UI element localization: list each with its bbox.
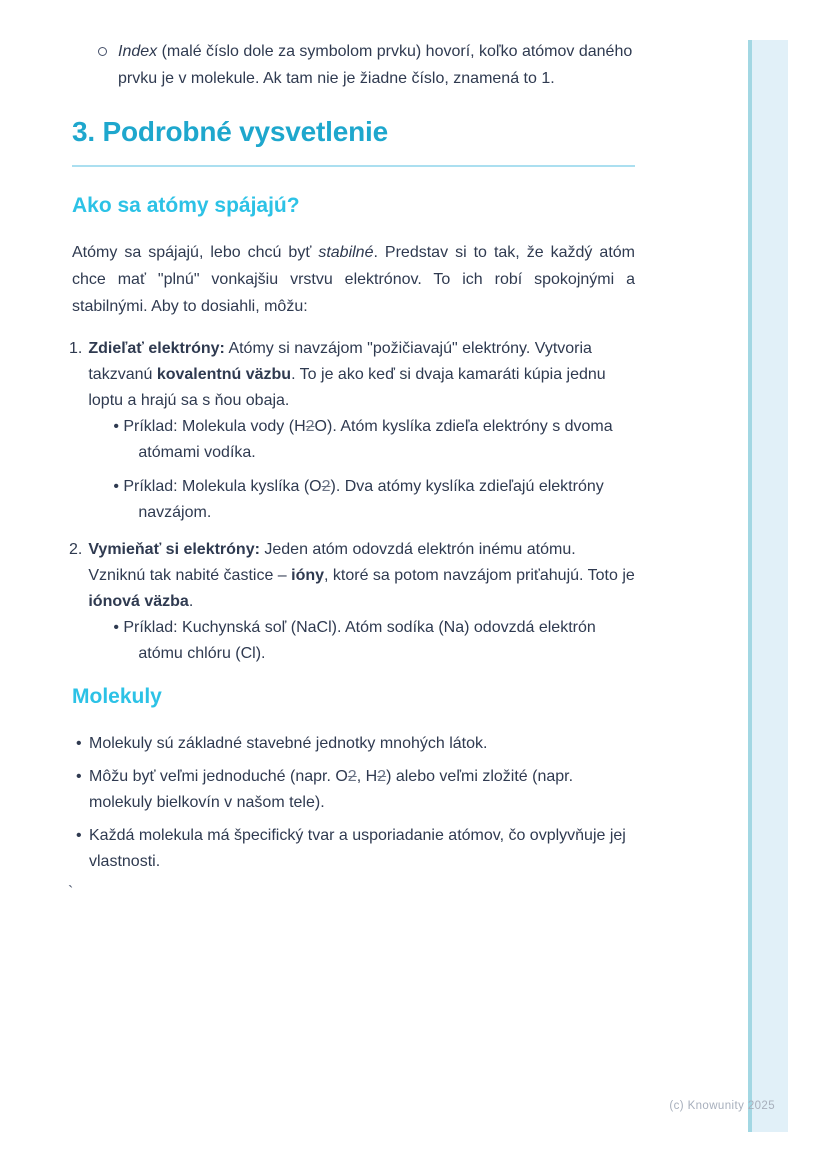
bullet-text: Molekuly sú základné stavebné jednotky mnohých látok. [89,735,488,752]
bullet-marker: • [76,735,82,752]
subsection-heading-molecules: Molekuly [72,685,162,708]
numbered-item-2 [69,537,635,667]
stray-backtick-mark: ` [68,884,74,901]
molecules-bullet-list [72,731,635,875]
bullet-item [72,823,635,875]
numbered-item-1 [69,336,635,526]
subsection-heading-bonding: Ako sa atómy spájajú? [72,194,300,217]
item-number: 2. [69,541,83,558]
bullet-item [72,764,635,816]
page-content [68,0,636,901]
item-number: 1. [69,340,83,357]
item-body [88,537,635,667]
copyright-footer: (c) Knowunity 2025 [669,1100,775,1112]
bullet-text: Každá molekula má špecifický tvar a usporiadanie atómov, čo ovplyvňuje jej vlastnosti. [89,827,626,870]
index-note-item [72,38,635,92]
bullet-text: Môžu byť veľmi jednoduché (napr. O2, H2) alebo veľmi zložité (napr. molekuly bielkovín v našom tele). [89,768,574,811]
item-body [88,336,635,526]
hollow-bullet-marker [98,47,107,56]
example-bullet [88,615,635,667]
example-text: Príklad: Molekula kyslíka (O2). Dva atómy kyslíka zdieľajú elektróny navzájom. [123,478,604,521]
bonding-paragraph: Atómy sa spájajú, lebo chcú byť stabilné. Predstav si to tak, že každý atóm chce mať "plnú" vonkajšiu vrstvu elektrónov. To ich robí spokojnými a stabilnými. Aby to dosiahli, môžu: [72,244,636,315]
bullet-marker: • [76,768,82,785]
bullet-marker: • [76,827,82,844]
item-text: Zdieľať elektróny: Atómy si navzájom "požičiavajú" elektróny. Vytvoria takzvanú kovalentnú väzbu. To je ako keď si dvaja kamaráti kúpia jednu loptu a hrajú sa s ňou obaja. [88,340,606,409]
decorative-side-bar [748,40,788,1132]
bullet-item [72,731,635,757]
example-bullet [88,414,635,466]
example-text: Príklad: Molekula vody (H2O). Atóm kyslíka zdieľa elektróny s dvoma atómami vodíka. [123,418,613,461]
index-note-text: Index (malé číslo dole za symbolom prvku) hovorí, koľko atómov daného prvku je v molekule. Ak tam nie je žiadne číslo, znamená to 1. [118,43,633,87]
bonding-numbered-list [69,336,635,667]
bullet-marker: • [113,619,119,636]
item-text: Vymieňať si elektróny: Jeden atóm odovzdá elektrón inému atómu. Vzniknú tak nabité častice – ióny, ktoré sa potom navzájom priťahujú. Toto je iónová väzba. [88,541,635,610]
example-text: Príklad: Kuchynská soľ (NaCl). Atóm sodíka (Na) odovzdá elektrón atómu chlóru (Cl). [123,619,596,662]
bullet-marker: • [113,418,119,435]
section-heading: 3. Podrobné vysvetlenie [72,114,635,167]
example-bullet [88,474,635,526]
bullet-marker: • [113,478,119,495]
